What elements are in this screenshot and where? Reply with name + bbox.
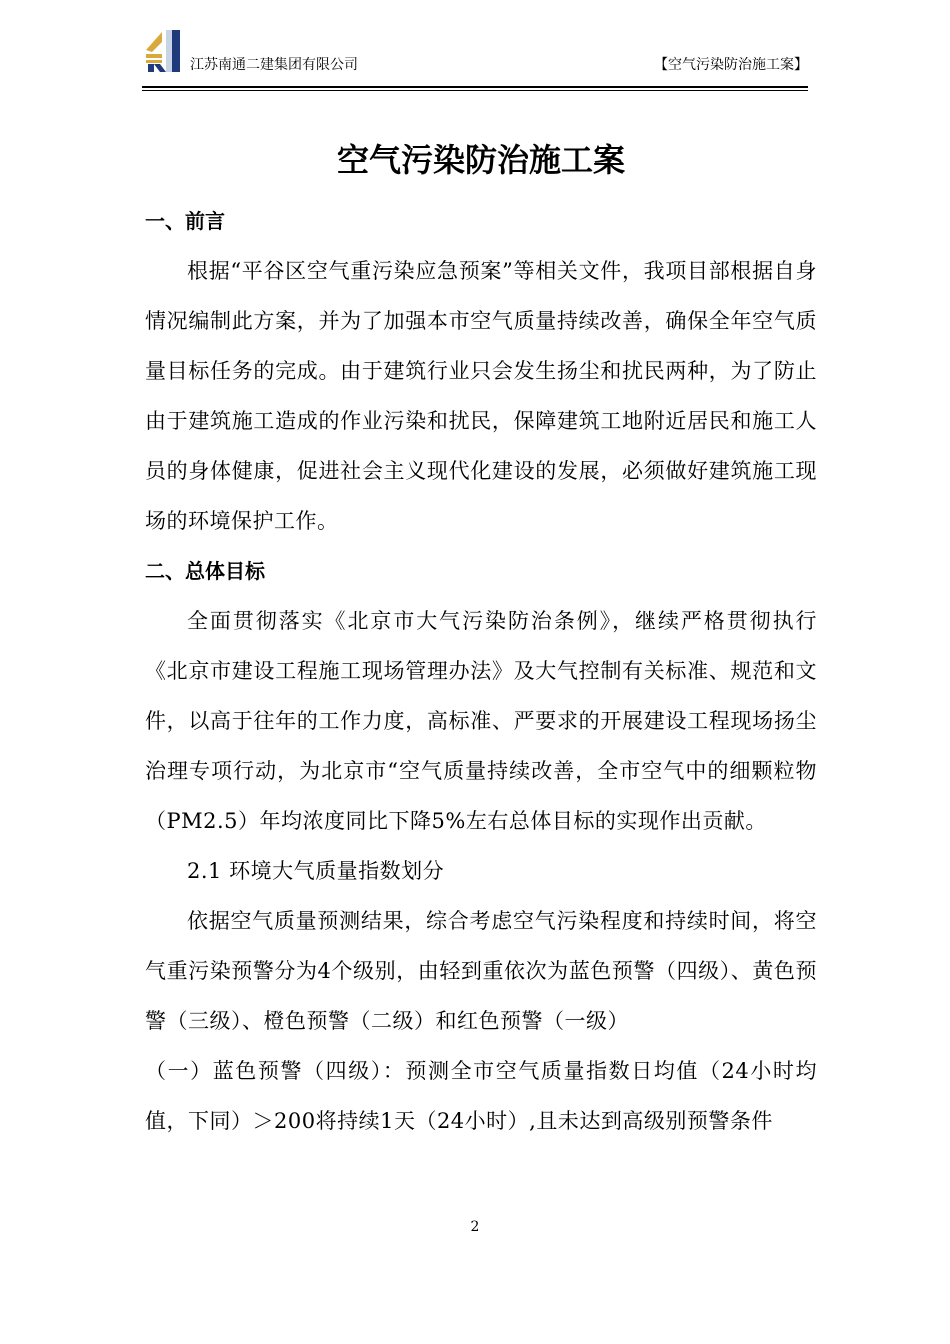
document-body [145, 132, 817, 1146]
paragraph-blue-warning: （一）蓝色预警（四级）：预测全市空气质量指数日均值（24小时均值，下同）＞200将持续1天（24小时）,且未达到高级别预警条件 [145, 1059, 817, 1133]
company-logo-icon [144, 28, 182, 72]
document-title: 空气污染防治施工案 [336, 141, 625, 179]
page-header [142, 28, 808, 90]
document-tag: 【空气污染防治施工案】 [654, 57, 808, 73]
header-rule-thin [142, 90, 808, 91]
company-name: 江苏南通二建集团有限公司 [190, 57, 358, 73]
paragraph-preface: 根据“平谷区空气重污染应急预案”等相关文件，我项目部根据自身情况编制此方案，并为了加强本市空气质量持续改善，确保全年空气质量目标任务的完成。由于建筑行业只会发生扬尘和扰民两种，为了防止由于建筑施工造成的作业污染和扰民，保障建筑工地附近居民和施工人员的身体健康，促进社会主义现代化建设的发展，必须做好建筑施工现场的环境保护工作。 [145, 259, 817, 533]
section-heading-preface: 一、前言 [145, 209, 225, 233]
page-number: 2 [470, 1219, 480, 1235]
paragraph-aqi-levels: 依据空气质量预测结果，综合考虑空气污染程度和持续时间，将空气重污染预警分为4个级别，由轻到重依次为蓝色预警（四级）、黄色预警（三级）、橙色预警（二级）和红色预警（一级） [145, 909, 817, 1033]
section-heading-overall-goal: 二、总体目标 [145, 559, 265, 583]
paragraph-overall-goal: 全面贯彻落实《北京市大气污染防治条例》，继续严格贯彻执行《北京市建设工程施工现场管理办法》及大气控制有关标准、规范和文件，以高于往年的工作力度，高标准、严要求的开展建设工程现场扬尘治理专项行动，为北京市“空气质量持续改善，全市空气中的细颗粒物（PM2.5）年均浓度同比下降5%左右总体目标的实现作出贡献。 [145, 609, 817, 833]
header-rule-thick [142, 86, 808, 88]
subsection-heading-aqi: 2.1 环境大气质量指数划分 [187, 859, 445, 883]
